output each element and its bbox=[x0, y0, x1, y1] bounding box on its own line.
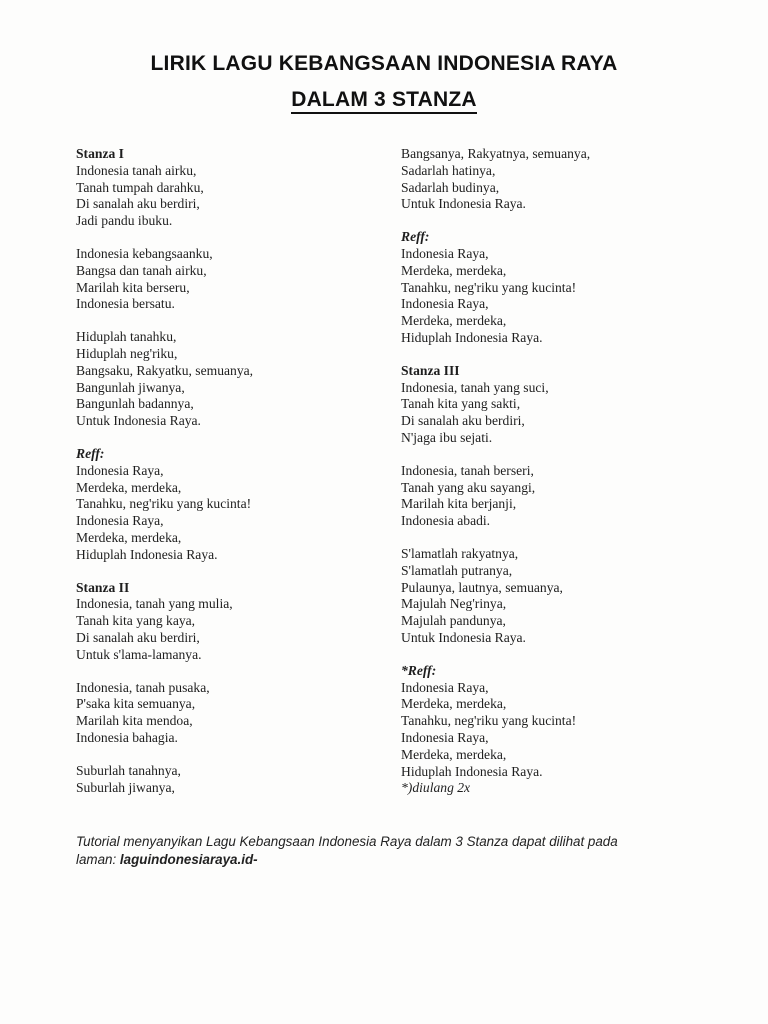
lyric-line: S'lamatlah rakyatnya, bbox=[401, 545, 519, 561]
stanza-heading: Stanza I bbox=[76, 146, 124, 161]
lyric-line: Hiduplah Indonesia Raya. bbox=[76, 546, 218, 562]
lyric-line: N'jaga ibu sejati. bbox=[401, 429, 493, 445]
lyric-line: Marilah kita mendoa, bbox=[76, 713, 193, 729]
lyric-line: Bangsanya, Rakyatnya, semuanya, bbox=[401, 146, 591, 161]
lyric-line: Indonesia Raya, bbox=[76, 462, 164, 478]
reff-block bbox=[401, 663, 721, 797]
lyric-line: Indonesia, tanah pusaka, bbox=[76, 679, 210, 695]
lyric-line: Untuk s'lama-lamanya. bbox=[76, 646, 202, 662]
lyric-line: Untuk Indonesia Raya. bbox=[401, 196, 526, 212]
stanza-heading: Stanza III bbox=[401, 362, 460, 378]
lyric-line: Suburlah jiwanya, bbox=[76, 779, 175, 795]
tutorial-link[interactable]: laguindonesiaraya.id- bbox=[119, 852, 258, 867]
page-subtitle-text: DALAM 3 STANZA bbox=[291, 88, 477, 114]
lyric-line: Di sanalah aku berdiri, bbox=[76, 196, 200, 212]
lyric-line: Merdeka, merdeka, bbox=[401, 313, 507, 329]
verse-block bbox=[76, 680, 376, 747]
lyric-line: Di sanalah aku berdiri, bbox=[76, 629, 200, 645]
lyric-line: Marilah kita berjanji, bbox=[401, 496, 517, 512]
lyric-line: Tanahku, neg'riku yang kucinta! bbox=[401, 713, 577, 729]
lyric-line: Indonesia, tanah yang suci, bbox=[401, 379, 549, 395]
lyric-line: Merdeka, merdeka, bbox=[76, 479, 182, 495]
verse-block bbox=[401, 146, 721, 213]
lyric-line: Bangunlah badannya, bbox=[76, 396, 194, 412]
lyric-line: Hiduplah Indonesia Raya. bbox=[401, 763, 543, 779]
tutorial-footer bbox=[76, 833, 696, 869]
lyric-line: Tanahku, neg'riku yang kucinta! bbox=[76, 496, 252, 512]
lyric-line: Untuk Indonesia Raya. bbox=[401, 629, 526, 645]
repeat-note: *)diulang 2x bbox=[401, 780, 471, 796]
stanza-block bbox=[401, 363, 721, 447]
lyric-line: Indonesia bersatu. bbox=[76, 296, 175, 312]
reff-heading: Reff: bbox=[76, 445, 105, 461]
lyrics-left-column bbox=[76, 146, 376, 812]
lyric-line: P'saka kita semuanya, bbox=[76, 696, 196, 712]
lyric-line: Suburlah tanahnya, bbox=[76, 762, 181, 778]
lyric-line: Merdeka, merdeka, bbox=[401, 262, 507, 278]
lyric-line: Jadi pandu ibuku. bbox=[76, 213, 173, 229]
lyric-line: Indonesia Raya, bbox=[401, 245, 489, 261]
stanza-block bbox=[76, 146, 376, 230]
lyric-line: Indonesia abadi. bbox=[401, 513, 491, 529]
lyric-line: Tanah kita yang kaya, bbox=[76, 613, 196, 629]
reff-heading: *Reff: bbox=[401, 662, 437, 678]
lyric-line: Hiduplah tanahku, bbox=[76, 329, 177, 345]
page-subtitle bbox=[0, 88, 768, 112]
lyric-line: Bangsaku, Rakyatku, semuanya, bbox=[76, 362, 254, 378]
lyric-line: Pulaunya, lautnya, semuanya, bbox=[401, 579, 563, 595]
lyric-line: Hiduplah neg'riku, bbox=[76, 345, 178, 361]
lyric-line: Untuk Indonesia Raya. bbox=[76, 413, 201, 429]
lyric-line: Sadarlah budinya, bbox=[401, 179, 500, 195]
lyric-line: Merdeka, merdeka, bbox=[76, 529, 182, 545]
lyric-line: Bangunlah jiwanya, bbox=[76, 379, 185, 395]
footer-text: Tutorial menyanyikan Lagu Kebangsaan Indonesia Raya dalam 3 Stanza dapat dilihat pada bbox=[76, 834, 618, 849]
footer-prefix: laman: bbox=[76, 852, 120, 867]
lyric-line: S'lamatlah putranya, bbox=[401, 562, 513, 578]
lyric-line: Majulah pandunya, bbox=[401, 613, 506, 629]
reff-block bbox=[76, 446, 376, 564]
lyric-line: Indonesia, tanah berseri, bbox=[401, 462, 534, 478]
lyric-line: Majulah Neg'rinya, bbox=[401, 596, 507, 612]
reff-block bbox=[401, 229, 721, 347]
lyric-line: Indonesia Raya, bbox=[401, 679, 489, 695]
verse-block bbox=[401, 546, 721, 647]
lyric-line: Tanah kita yang sakti, bbox=[401, 396, 521, 412]
lyric-line: Merdeka, merdeka, bbox=[401, 696, 507, 712]
stanza-heading: Stanza II bbox=[76, 579, 130, 595]
lyric-line: Indonesia kebangsaanku, bbox=[76, 245, 213, 261]
verse-block bbox=[401, 463, 721, 530]
lyric-line: Indonesia Raya, bbox=[76, 513, 164, 529]
lyrics-right-column bbox=[401, 146, 721, 813]
lyric-line: Merdeka, merdeka, bbox=[401, 746, 507, 762]
lyric-line: Di sanalah aku berdiri, bbox=[401, 413, 525, 429]
lyric-line: Bangsa dan tanah airku, bbox=[76, 262, 207, 278]
lyric-line: Indonesia Raya, bbox=[401, 729, 489, 745]
lyric-line: Indonesia tanah airku, bbox=[76, 162, 197, 178]
lyric-line: Marilah kita berseru, bbox=[76, 279, 190, 295]
reff-heading: Reff: bbox=[401, 229, 430, 245]
lyric-line: Tanah yang aku sayangi, bbox=[401, 479, 536, 495]
lyric-line: Sadarlah hatinya, bbox=[401, 162, 496, 178]
lyric-line: Hiduplah Indonesia Raya. bbox=[401, 329, 543, 345]
lyric-line: Tanah tumpah darahku, bbox=[76, 179, 204, 195]
stanza-block bbox=[76, 580, 376, 664]
verse-block bbox=[76, 246, 376, 313]
lyric-line: Indonesia Raya, bbox=[401, 296, 489, 312]
verse-block bbox=[76, 763, 376, 797]
footer-link-line bbox=[76, 851, 696, 869]
lyric-line: Indonesia bahagia. bbox=[76, 729, 178, 745]
verse-block bbox=[76, 329, 376, 430]
lyric-line: Tanahku, neg'riku yang kucinta! bbox=[401, 279, 577, 295]
lyric-line: Indonesia, tanah yang mulia, bbox=[76, 596, 233, 612]
page-title: LIRIK LAGU KEBANGSAAN INDONESIA RAYA bbox=[150, 52, 618, 75]
